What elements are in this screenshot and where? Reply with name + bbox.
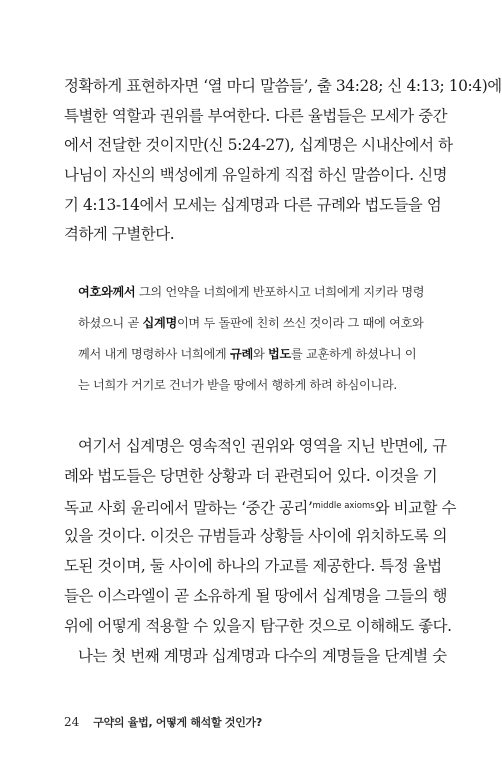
quote-text: 께서 내게 명령하사 너희에게 <box>78 347 230 361</box>
quote-line <box>78 277 438 308</box>
text-line: 기 4:13-14에서 모세는 십계명과 다른 규례와 법도들을 엄 <box>64 195 442 214</box>
text-line: 특별한 역할과 권위를 부여한다. 다른 율법들은 모세가 중간 <box>64 106 448 125</box>
quote-text: 를 교훈하게 하셨나니 이 <box>290 347 417 361</box>
body-paragraph-2 <box>64 431 457 671</box>
quote-emphasis: 법도 <box>268 347 291 361</box>
text-line: 에서 전달한 것이지만(신 5:24-27), 십계명은 시내산에서 하 <box>64 136 453 155</box>
english-gloss: middle axioms <box>312 501 375 511</box>
text-line: 있을 것이다. 이것은 규범들과 상황들 사이에 위치하도록 의 <box>64 527 448 545</box>
text-line: 여기서 십계명은 영속적인 권위와 영역을 지닌 반면에, 규 <box>78 437 447 455</box>
quote-text: 그의 언약을 너희에게 반포하시고 너희에게 지키라 명령 <box>135 285 425 299</box>
quote-emphasis: 규례 <box>229 347 253 361</box>
body-paragraph-1 <box>64 72 502 250</box>
quote-text: 하셨으니 곧 <box>78 316 143 330</box>
scripture-quote <box>78 277 438 401</box>
text-line: 위에 어떻게 적용할 수 있을지 탐구한 것으로 이해해도 좋다. <box>64 617 452 635</box>
page-number: 24 <box>64 715 80 729</box>
running-title: 구약의 율법, 어떻게 해석할 것인가? <box>93 716 262 729</box>
quote-emphasis: 십계명 <box>142 316 177 330</box>
text-line <box>64 491 457 521</box>
text-line: 나는 첫 번째 계명과 십계명과 다수의 계명들을 단계별 숫 <box>78 647 447 665</box>
quote-text: 이며 두 돌판에 친히 쓰신 것이라 그 때에 여호와 <box>176 316 424 330</box>
quote-text: 는 너희가 거기로 건너가 받을 땅에서 행하게 하려 하심이니라. <box>78 378 397 392</box>
text-line: 정확하게 표현하자면 ‘열 마디 말씀들’, 출 34:28; 신 4:13; 10:4)에 <box>64 77 502 95</box>
text-segment: 독교 사회 윤리에서 말하는 ‘중간 공리’ <box>64 499 313 517</box>
quote-emphasis: 여호와께서 <box>78 285 136 299</box>
text-line: 도된 것이며, 둘 사이에 하나의 가교를 제공한다. 특정 율법 <box>64 557 442 575</box>
quote-line <box>78 370 438 401</box>
text-line: 들은 이스라엘이 곧 소유하게 될 땅에서 십계명을 그들의 행 <box>64 587 448 605</box>
quote-line <box>78 308 438 339</box>
text-line: 례와 법도들은 당면한 상황과 더 관련되어 있다. 이것을 기 <box>64 467 438 485</box>
text-line: 격하게 구별한다. <box>64 225 175 244</box>
quote-text: 와 <box>252 347 268 361</box>
text-segment: 와 비교할 수 <box>374 499 457 517</box>
text-line: 나님이 자신의 백성에게 유일하게 직접 하신 말씀이다. 신명 <box>64 166 448 185</box>
page-footer <box>64 712 262 730</box>
quote-line <box>78 339 438 370</box>
